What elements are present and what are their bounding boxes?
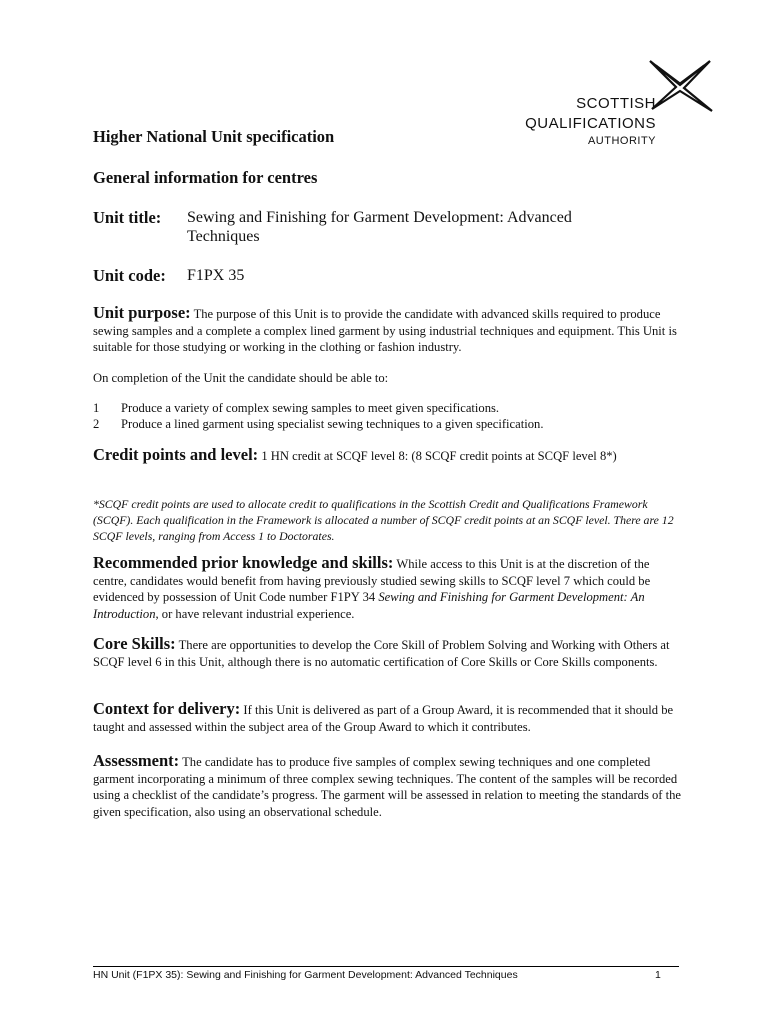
core-skills-text: There are opportunities to develop the Core Skill of Problem Solving and Working with Others at SCQF level 6 in this Unit, although there is no automatic certification of Core Skills or Core Skills components. [93,638,670,669]
list-item [93,400,683,416]
unit-purpose-text: The purpose of this Unit is to provide the candidate with advanced skills required to produce sewing samples and a complete a complex lined garment by using industrial techniques and equipment. This Unit is suitable for those studying or working in the clothing or fashion industry. [93,307,677,354]
outcome-text: Produce a variety of complex sewing samples to meet given specifications. [121,401,500,415]
core-skills-heading: Core Skills: [93,634,176,653]
unit-title-value: Sewing and Finishing for Garment Development: Advanced Techniques [187,209,572,245]
footer-text: HN Unit (F1PX 35): Sewing and Finishing for Garment Development: Advanced Techniques [93,969,518,981]
prior-unit-name: Sewing and Finishing for Garment Development: An Introduction [93,590,645,621]
assessment-heading: Assessment: [93,751,180,770]
credit-section [93,447,683,465]
credit-heading: Credit points and level: [93,445,259,464]
general-info-heading: General information for centres [93,168,318,187]
sqa-logo [518,55,718,150]
completion-intro: On completion of the Unit the candidate should be able to: [93,371,389,385]
prior-knowledge-text: While access to this Unit is at the discretion of the centre, candidates would benefit from having previously studied sewing skills to SCQF level 7 which could be evidenced by possession of Unit Code number F1PY 34 [93,557,651,604]
unit-title-label: Unit title: [93,208,162,227]
prior-knowledge-heading: Recommended prior knowledge and skills: [93,553,394,572]
outcome-number: 2 [93,417,100,431]
logo-line-2: QUALIFICATIONS [525,115,656,132]
prior-knowledge-section [93,555,683,622]
spec-title: Higher National Unit specification [93,127,335,146]
outcomes-list [93,400,683,432]
logo-line-3: AUTHORITY [587,135,656,147]
context-text: If this Unit is delivered as part of a Group Award, it is recommended that it should be taught and assessed within the subject area of the Group Award to which it contributes. [93,703,674,734]
page-number: 1 [655,969,661,981]
core-skills-section [93,636,683,670]
unit-purpose-section [93,305,683,356]
logo-line-1: SCOTTISH [576,95,656,112]
unit-purpose-heading: Unit purpose: [93,303,191,322]
unit-code-value: F1PX 35 [187,267,245,284]
list-item [93,416,683,432]
outcome-text: Produce a lined garment using specialist sewing techniques to a given specification. [121,417,544,431]
unit-code-label: Unit code: [93,266,166,285]
credit-text: 1 HN credit at SCQF level 8: (8 SCQF credit points at SCQF level 8*) [261,449,617,463]
credit-note: *SCQF credit points are used to allocate credit to qualifications in the Scottish Credit and Qualifications Framework (SCQF). Each qualification in the Framework is allocated a number of SCQF credit points at an SCQF level. There are 12 SCQF levels, ranging from Access 1 to Doctorates. [93,497,674,543]
assessment-text: The candidate has to produce five samples of complex sewing techniques and one completed garment incorporating a minimum of three complex sewing techniques. The content of the samples will be recorded using a checklist of the candidate’s progress. The garment will be assessed in relation to meeting the standards of the given specification, also using an observational schedule. [93,755,682,819]
prior-knowledge-text-end: , or have relevant industrial experience. [155,606,355,621]
assessment-section [93,753,683,820]
context-section [93,701,683,735]
outcome-number: 1 [93,401,100,415]
context-heading: Context for delivery: [93,699,241,718]
footer-divider [93,966,679,967]
